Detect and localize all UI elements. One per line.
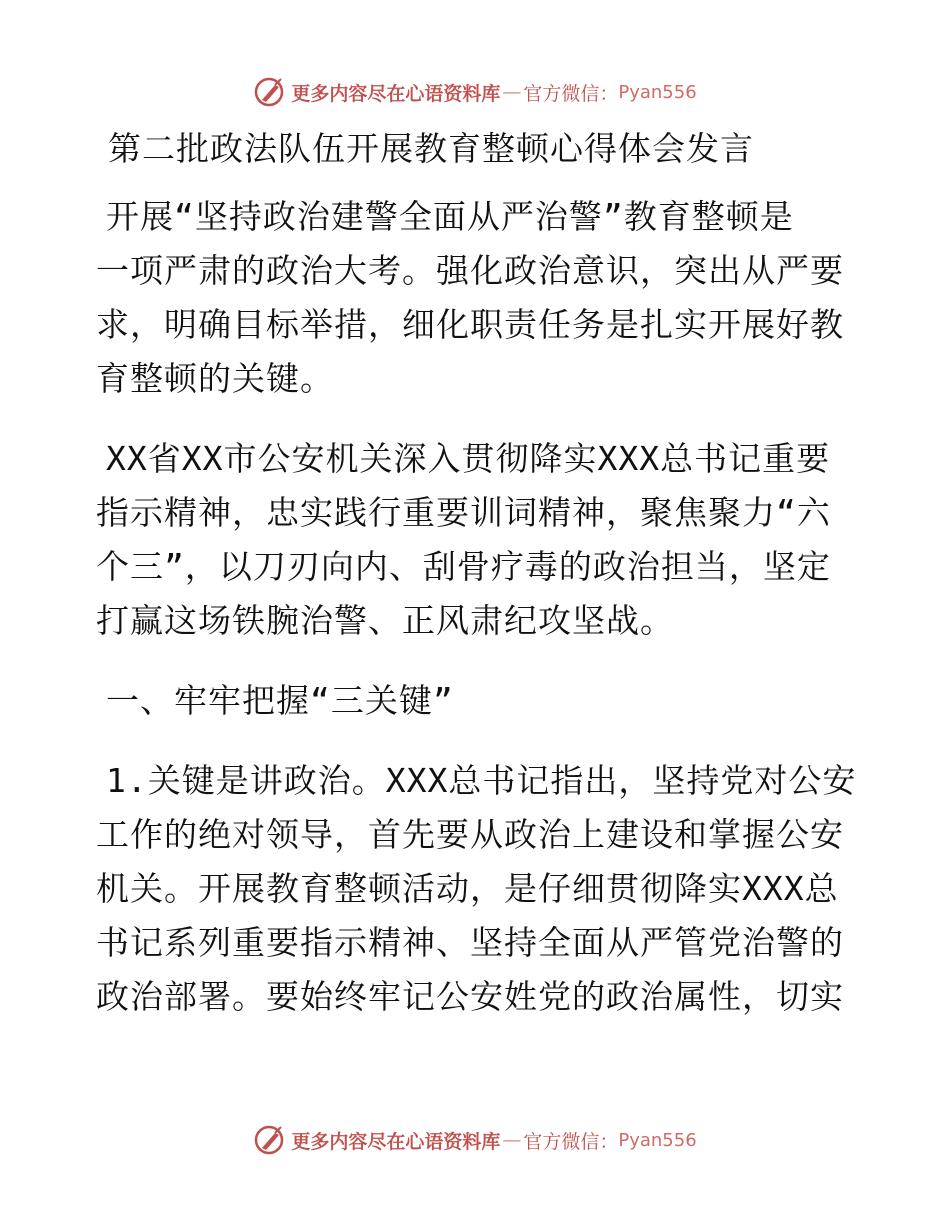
footer-watermark-banner (0, 1120, 950, 1160)
section-heading: 一、牢牢把握“三关键” (106, 681, 454, 720)
para1-line: 开展“坚持政治建警全面从严治警”教育整顿是 (106, 197, 794, 236)
document-body (96, 122, 856, 1024)
para3-line: 工作的绝对领导，首先要从政治上建设和掌握公安 (96, 815, 844, 854)
para3-line: 1.关键是讲政治。XXX总书记指出，坚持党对公安 (106, 761, 857, 800)
banner-account: Pyan556 (618, 81, 697, 103)
para2-line: 打赢这场铁腕治警、正风肃纪攻坚战。 (96, 601, 674, 640)
banner-brand-text: 更多内容尽在心语资料库 (291, 1130, 501, 1153)
banner-separator: — (502, 81, 522, 103)
para1-line: 一项严肃的政治大考。强化政治意识，突出从严要 (96, 251, 844, 290)
pen-logo-icon (253, 75, 287, 109)
para2-line: 指示精神，忠实践行重要训词精神，聚焦聚力“六 (96, 493, 831, 532)
para2-line: XX省XX市公安机关深入贯彻降实XXX总书记重要 (106, 439, 831, 478)
banner-account: Pyan556 (618, 1129, 697, 1151)
para3-line: 书记系列重要指示精神、坚持全面从严管党治警的 (96, 923, 844, 962)
para1-line: 育整顿的关键。 (96, 359, 334, 398)
para3-line: 政治部署。要始终牢记公安姓党的政治属性，切实 (96, 977, 844, 1016)
header-watermark-banner (0, 72, 950, 112)
para1-line: 求，明确目标举措，细化职责任务是扎实开展好教 (96, 305, 844, 344)
pen-logo-icon (253, 1123, 287, 1157)
banner-wechat-label: 官方微信： (523, 1130, 619, 1153)
banner-brand-text: 更多内容尽在心语资料库 (291, 82, 501, 105)
banner-wechat-label: 官方微信： (523, 82, 619, 105)
banner-separator: — (502, 1129, 522, 1151)
para2-line: 个三”，以刀刃向内、刮骨疗毒的政治担当，坚定 (96, 547, 831, 586)
para3-line: 机关。开展教育整顿活动，是仔细贯彻降实XXX总 (96, 869, 839, 908)
document-title: 第二批政法队伍开展教育整顿心得体会发言 (108, 129, 754, 168)
